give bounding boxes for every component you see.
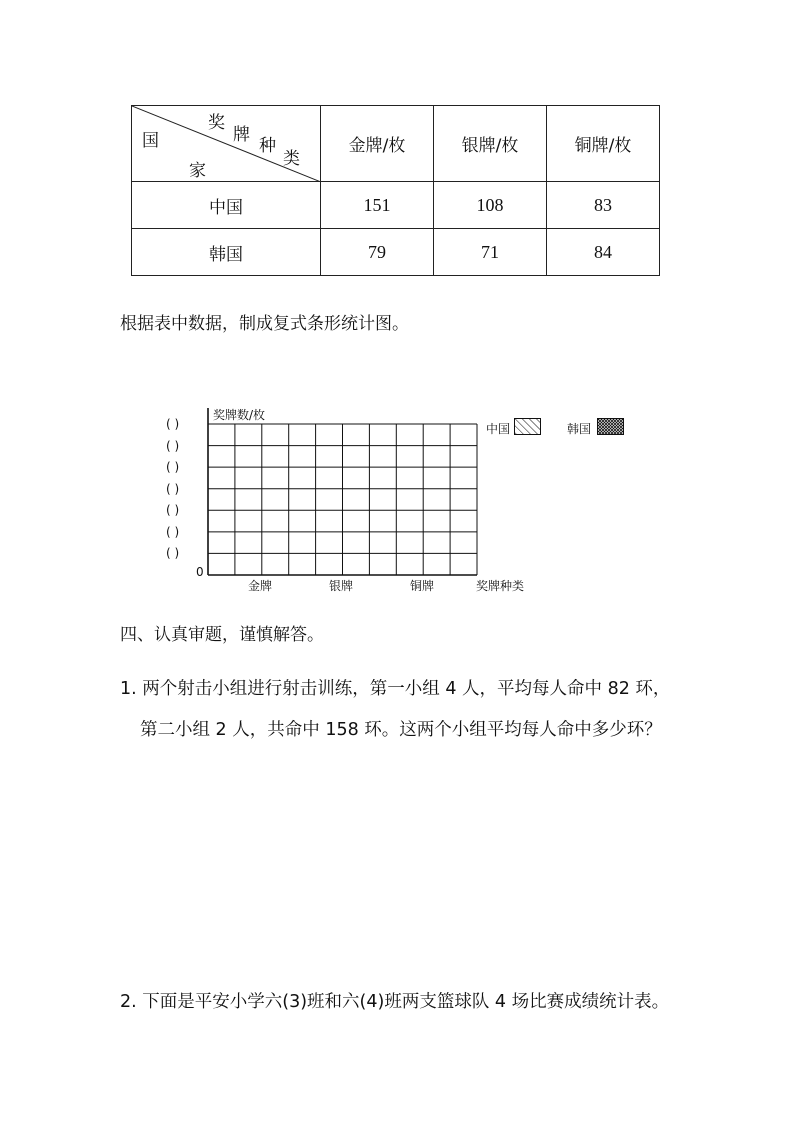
y-tick-label: ( ) (166, 417, 180, 431)
legend-swatch-china (514, 418, 541, 435)
corner-col-label-2: 牌 (233, 125, 250, 145)
column-header: 金牌/枚 (321, 106, 434, 182)
y-tick-label: ( ) (166, 481, 180, 496)
column-header: 铜牌/枚 (547, 106, 660, 182)
y-tick-label: ( ) (166, 524, 180, 539)
instruction-text: 根据表中数据，制成复式条形统计图。 (120, 314, 409, 334)
table-cell: 84 (547, 229, 660, 276)
table-cell: 71 (434, 229, 547, 276)
table-cell: 108 (434, 182, 547, 229)
origin-label: 0 (196, 565, 204, 579)
x-tick-label-bronze: 铜牌 (410, 579, 435, 593)
question-1-line-1: 1. 两个射击小组进行射击训练，第一小组 4 人，平均每人命中 82 环， (120, 679, 671, 699)
legend-swatch-korea (597, 418, 624, 435)
legend-label-china: 中国 (486, 422, 511, 436)
question-1-line-2: 第二小组 2 人，共命中 158 环。这两个小组平均每人命中多少环？ (140, 720, 662, 740)
y-tick-label: ( ) (166, 546, 180, 561)
corner-col-label-4: 类 (283, 149, 300, 169)
question-2-line-1: 2. 下面是平安小学六(3)班和六(4)班两支篮球队 4 场比赛成绩统计表。 (120, 992, 670, 1012)
legend-label-korea: 韩国 (567, 422, 592, 436)
row-header: 韩国 (132, 229, 321, 276)
corner-row-label-2: 家 (189, 161, 206, 181)
column-header: 银牌/枚 (434, 106, 547, 182)
section-heading: 四、认真审题，谨慎解答。 (120, 625, 324, 645)
corner-col-label-3: 种 (259, 136, 276, 156)
table-cell: 79 (321, 229, 434, 276)
row-header: 中国 (132, 182, 321, 229)
corner-row-label-1: 国 (142, 131, 159, 151)
table-cell: 83 (547, 182, 660, 229)
corner-col-label-1: 奖 (208, 113, 225, 133)
chart-grid (208, 408, 477, 575)
table-cell: 151 (321, 182, 434, 229)
y-tick-label: ( ) (166, 503, 180, 518)
y-tick-label: ( ) (166, 460, 180, 475)
x-axis-label: 奖牌种类 (476, 579, 525, 593)
y-tick-label: ( ) (166, 438, 180, 453)
x-tick-label-gold: 金牌 (248, 579, 273, 593)
x-tick-label-silver: 银牌 (329, 579, 354, 593)
y-axis-label: 奖牌数/枚 (213, 408, 266, 422)
